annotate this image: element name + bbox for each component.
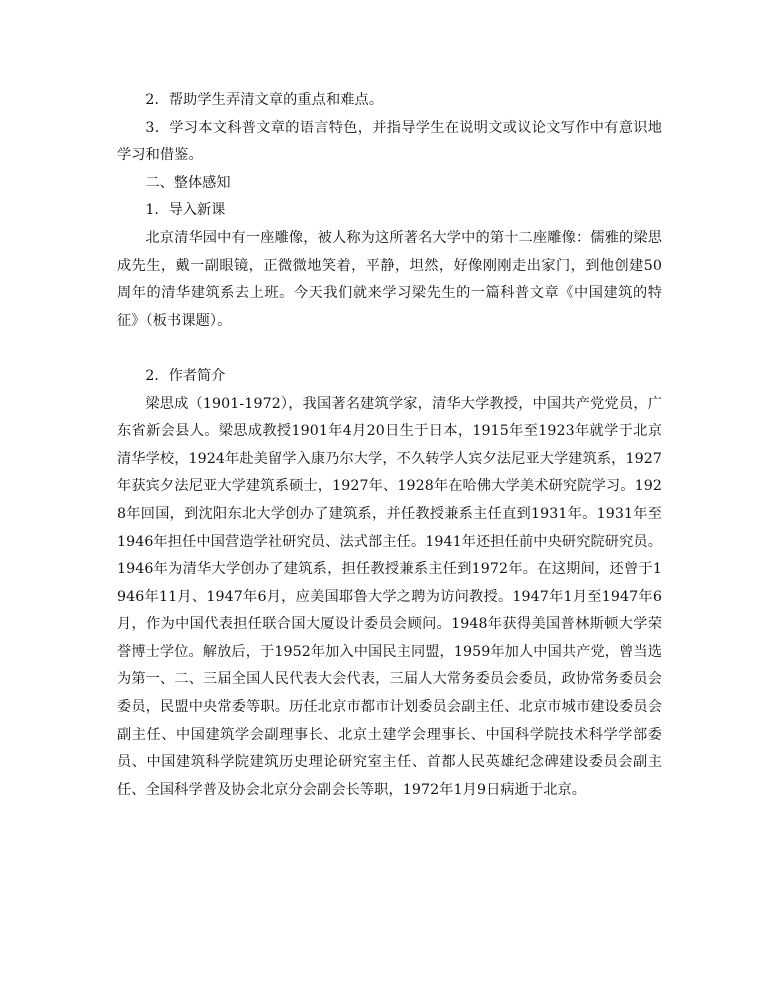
subheading-author-bio: 2．作者简介 [145,367,226,384]
paragraph-spacer [117,335,662,363]
section-heading-overall-perception: 二、整体感知 [145,174,231,191]
objective-2: 2．帮助学生弄清文章的重点和难点。 [145,92,384,108]
author-bio-paragraph: 梁思成（1901-1972），我国著名建筑学家，清华大学教授，中国共产党党员，广东省新会县人。梁思成教授1901年4月20日生于日本，1915年至1923年就学于北京清华学校，1924年赴美留学入康乃尔大学，不久转学人宾夕法尼亚大学建筑系，1927年获宾夕法尼亚大学建筑系硕士，1927年、1928年在哈佛大学美术研究院学习。1928年回国，到沈阳东北大学创办了建筑系，并任教授兼系主任直到1931年。1931年至1946年担任中国营造学社研究员、法式部主任。1941年还担任前中央研究院研究员。1946年为清华大学创办了建筑系，担任教授兼系主任到1972年。在这期间，还曾于1946年11月、1947年6月，应美国耶鲁大学之聘为访问教授。1947年1月至1947年6月，作为中国代表担任联合国大厦设计委员会顾问。1948年获得美国普林斯顿大学荣誉博士学位。解放后，于1952年加入中国民主同盟，1959年加人中国共产党，曾当选为第一、二、三届全国人民代表大会代表，三届人大常务委员会委员，政协常务委员会委员，民盟中央常委等职。历任北京市都市计划委员会副主任、北京市城市建设委员会副主任、中国建筑学会副理事长、北京土建学会理事长、中国科学院技术科学学部委员、中国建筑科学院建筑历史理论研究室主任、首都人民英雄纪念碑建设委员会副主任、全国科学普及协会北京分会副会长等职，1972年1月9日病逝于北京。 [117,395,662,798]
objective-3: 3．学习本文科普文章的语言特色，并指导学生在说明文或议论文写作中有意识地学习和借鉴。 [117,119,662,164]
introduction-paragraph: 北京清华园中有一座雕像，被人称为这所著名大学中的第十二座雕像：儒雅的梁思成先生，戴一副眼镜，正微微地笑着，平静，坦然，好像刚刚走出家门，到他创建50周年的清华建筑系去上班。今天我们就来学习梁先生的一篇科普文章《中国建筑的特征》（板书课题）。 [117,229,662,329]
subheading-introduction: 1．导入新课 [145,202,226,219]
document-body [117,87,662,804]
